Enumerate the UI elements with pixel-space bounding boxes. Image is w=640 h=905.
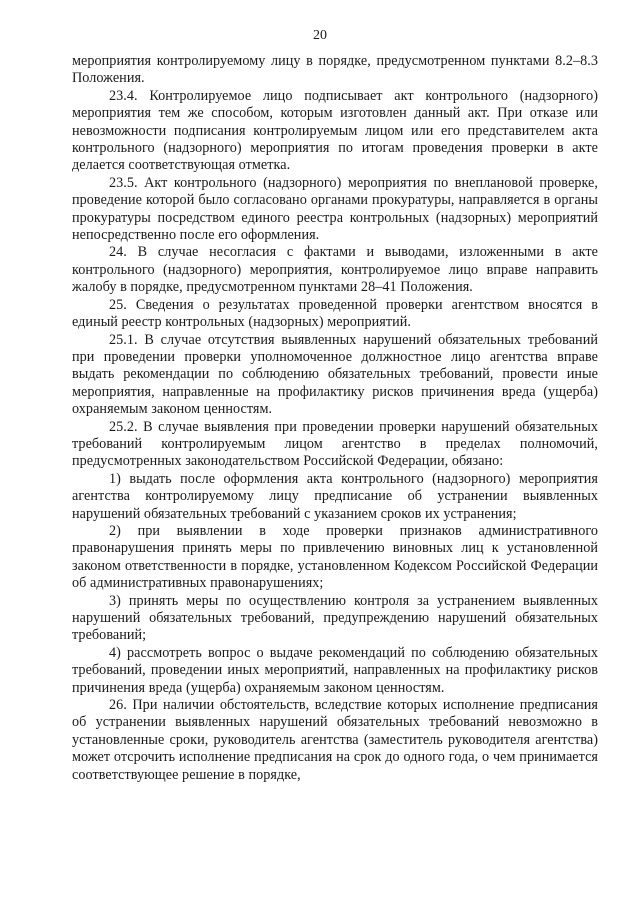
list-item-2: 2) при выявлении в ходе проверки признаков административного правонарушения принять меры по привлечению виновных лиц к установленной законом ответственности в порядке, установленном Кодексом Российской Федерации об административных правонарушениях; (72, 522, 598, 592)
list-item-4: 4) рассмотреть вопрос о выдаче рекомендаций по соблюдению обязательных требований, проведении иных мероприятий, направленных на профилактику рисков причинения вреда (ущерба) охраняемым законом ценностям. (72, 644, 598, 696)
paragraph-24: 24. В случае несогласия с фактами и выводами, изложенными в акте контрольного (надзорного) мероприятия, контролируемое лицо вправе направить жалобу в порядке, предусмотренном пунктами 28–41 Положения. (72, 244, 598, 296)
paragraph-25: 25. Сведения о результатах проведенной проверки агентством вносятся в единый реестр контрольных (надзорных) мероприятий. (72, 296, 598, 331)
paragraph-23-4: 23.4. Контролируемое лицо подписывает акт контрольного (надзорного) мероприятия тем же способом, которым изготовлен данный акт. При отказе или невозможности подписания контролируемым лицом или его представителем акта контрольного (надзорного) мероприятия по итогам проведения проверки в акте делается соответствующая отметка. (72, 87, 598, 174)
paragraph-26: 26. При наличии обстоятельств, вследствие которых исполнение предписания об устранении выявленных нарушений обязательных требований невозможно в установленные сроки, руководитель агентства (заместитель руководителя агентства) может отсрочить исполнение предписания на срок до одного года, о чем принимается соответствующее решение в порядке, (72, 697, 598, 783)
paragraph-23-5: 23.5. Акт контрольного (надзорного) мероприятия по внеплановой проверке, проведение которой было согласовано органами прокуратуры, направляется в органы прокуратуры посредством единого реестра контрольных (надзорных) мероприятий непосредственно после его оформления. (72, 174, 598, 244)
paragraph-continuation: мероприятия контролируемому лицу в порядке, предусмотренном пунктами 8.2–8.3 Положения. (72, 53, 598, 87)
paragraph-25-2: 25.2. В случае выявления при проведении проверки нарушений обязательных требований контролируемым лицом агентство в пределах полномочий, предусмотренных законодательством Российской Федерации, обязано: (72, 418, 598, 470)
list-item-1: 1) выдать после оформления акта контрольного (надзорного) мероприятия агентства контролируемому лицу предписание об устранении выявленных нарушений обязательных требований с указанием сроков их устранения; (72, 470, 598, 522)
page-number: 20 (313, 28, 327, 43)
document-body (72, 53, 598, 784)
list-item-3: 3) принять меры по осуществлению контроля за устранением выявленных нарушений обязательных требований, предупреждению нарушений обязательных требований; (72, 592, 598, 644)
paragraph-25-1: 25.1. В случае отсутствия выявленных нарушений обязательных требований при проведении проверки уполномоченное должностное лицо агентства вправе выдать рекомендации по соблюдению обязательных требований, провести иные мероприятия, направленные на профилактику рисков причинения вреда (ущерба) охраняемым законом ценностям. (72, 331, 598, 418)
